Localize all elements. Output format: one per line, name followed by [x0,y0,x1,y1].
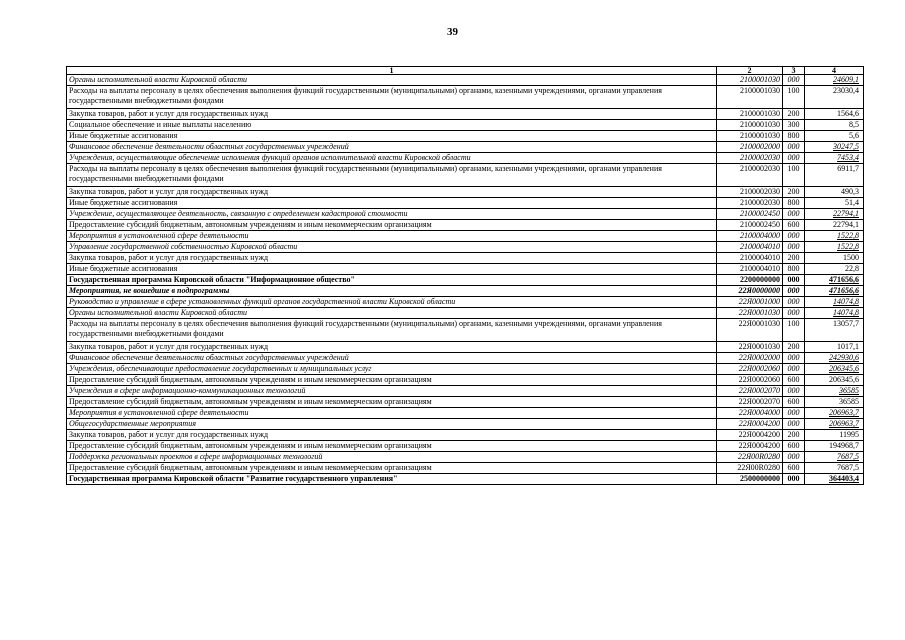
row-sum: 1564,6 [805,109,864,120]
row-code: 22Я0001000 [717,297,783,308]
row-sum: 471656,6 [805,275,864,286]
row-code: 2100001030 [717,109,783,120]
row-name: Расходы на выплаты персоналу в целях обеспечения выполнения функций государственными (муниципальными) органами, казенными учреждениями, органами управления государственными внебюджетными фондами [67,319,717,342]
row-name: Закупка товаров, работ и услуг для государственных нужд [67,109,717,120]
row-kvr: 000 [783,242,805,253]
row-kvr: 000 [783,419,805,430]
row-kvr: 000 [783,275,805,286]
table-row [67,142,864,153]
row-name: Иные бюджетные ассигнования [67,198,717,209]
row-name: Предоставление субсидий бюджетным, автономным учреждениям и иным некоммерческим организациям [67,220,717,231]
header-col-3: 3 [783,67,805,75]
row-name: Органы исполнительной власти Кировской области [67,75,717,86]
row-name: Учреждения в сфере информационно-коммуникационных технологий [67,386,717,397]
table-row [67,109,864,120]
row-kvr: 600 [783,375,805,386]
row-sum: 194968,7 [805,441,864,452]
row-sum: 14074,8 [805,308,864,319]
row-name: Финансовое обеспечение деятельности областных государственных учреждений [67,142,717,153]
row-code: 22Я0004200 [717,441,783,452]
row-code: 2100002450 [717,220,783,231]
row-kvr: 000 [783,297,805,308]
row-code: 22Я0001030 [717,342,783,353]
row-kvr: 000 [783,364,805,375]
row-name: Учреждения, обеспечивающие предоставление государственных и муниципальных услуг [67,364,717,375]
row-sum: 30247,5 [805,142,864,153]
row-kvr: 600 [783,397,805,408]
row-kvr: 600 [783,220,805,231]
row-sum: 1500 [805,253,864,264]
row-code: 22Я0001030 [717,319,783,342]
table-row [67,86,864,109]
table-row [67,308,864,319]
row-kvr: 100 [783,164,805,187]
row-code: 2100002030 [717,164,783,187]
row-kvr: 000 [783,386,805,397]
row-sum: 36585 [805,397,864,408]
row-sum: 6911,7 [805,164,864,187]
row-sum: 11995 [805,430,864,441]
row-code: 2100004000 [717,231,783,242]
row-name: Управление государственной собственностью Кировской области [67,242,717,253]
table-row [67,463,864,474]
row-sum: 471656,6 [805,286,864,297]
row-name: Учреждение, осуществляющее деятельность, связанную с определением кадастровой стоимости [67,209,717,220]
row-kvr: 000 [783,452,805,463]
row-sum: 22794,1 [805,220,864,231]
row-sum: 364403,4 [805,474,864,485]
row-code: 2100002450 [717,209,783,220]
row-sum: 206963,7 [805,419,864,430]
row-sum: 1017,1 [805,342,864,353]
row-name: Мероприятия в установленной сфере деятельности [67,408,717,419]
row-code: 2100002030 [717,198,783,209]
row-code: 22Я0004200 [717,430,783,441]
table-row [67,419,864,430]
row-sum: 206345,6 [805,364,864,375]
row-name: Предоставление субсидий бюджетным, автономным учреждениям и иным некоммерческим организациям [67,375,717,386]
table-row [67,275,864,286]
table-row [67,386,864,397]
row-kvr: 000 [783,286,805,297]
row-name: Общегосударственные мероприятия [67,419,717,430]
row-code: 2100001030 [717,131,783,142]
header-col-1: 1 [67,67,717,75]
row-sum: 490,3 [805,187,864,198]
table-row [67,75,864,86]
row-name: Руководство и управление в сфере установленных функций органов государственной власти Кировской области [67,297,717,308]
row-sum: 22,8 [805,264,864,275]
row-sum: 1522,8 [805,231,864,242]
row-sum: 13057,7 [805,319,864,342]
row-name: Расходы на выплаты персоналу в целях обеспечения выполнения функций государственными (муниципальными) органами, казенными учреждениями, органами управления государственными внебюджетными фондами [67,86,717,109]
row-name: Предоставление субсидий бюджетным, автономным учреждениям и иным некоммерческим организациям [67,463,717,474]
row-code: 22Я0001030 [717,308,783,319]
row-sum: 7687,5 [805,452,864,463]
row-name: Иные бюджетные ассигнования [67,264,717,275]
row-sum: 8,5 [805,120,864,131]
row-code: 22Я00R0280 [717,452,783,463]
row-code: 2100004010 [717,242,783,253]
row-code: 2100002000 [717,142,783,153]
row-code: 2100001030 [717,75,783,86]
row-sum: 242930,6 [805,353,864,364]
table-row [67,153,864,164]
table-row [67,164,864,187]
row-name: Государственная программа Кировской области "Информационное общество" [67,275,717,286]
row-name: Финансовое обеспечение деятельности областных государственных учреждений [67,353,717,364]
row-kvr: 200 [783,430,805,441]
row-kvr: 000 [783,231,805,242]
row-kvr: 000 [783,353,805,364]
row-kvr: 000 [783,75,805,86]
row-sum: 14074,8 [805,297,864,308]
row-name: Предоставление субсидий бюджетным, автономным учреждениям и иным некоммерческим организациям [67,397,717,408]
table-row [67,408,864,419]
row-code: 22Я0002060 [717,375,783,386]
row-sum: 51,4 [805,198,864,209]
table-row [67,286,864,297]
row-kvr: 000 [783,153,805,164]
table-row [67,474,864,485]
table-row [67,319,864,342]
header-col-2: 2 [717,67,783,75]
row-code: 22Я0000000 [717,286,783,297]
row-kvr: 200 [783,253,805,264]
row-name: Мероприятия в установленной сфере деятельности [67,231,717,242]
row-sum: 36585 [805,386,864,397]
row-name: Учреждения, осуществляющие обеспечение исполнения функций органов исполнительной власти Кировской области [67,153,717,164]
row-kvr: 300 [783,120,805,131]
row-name: Государственная программа Кировской области "Развитие государственного управления" [67,474,717,485]
table-row [67,452,864,463]
row-name: Предоставление субсидий бюджетным, автономным учреждениям и иным некоммерческим организациям [67,441,717,452]
table-row [67,198,864,209]
row-code: 2100004010 [717,264,783,275]
table-row [67,209,864,220]
table-row [67,430,864,441]
row-kvr: 600 [783,441,805,452]
row-kvr: 100 [783,86,805,109]
table-row [67,242,864,253]
row-name: Поддержка региональных проектов в сфере информационных технологий [67,452,717,463]
row-code: 2100002030 [717,153,783,164]
row-name: Органы исполнительной власти Кировской области [67,308,717,319]
table-row [67,120,864,131]
row-name: Закупка товаров, работ и услуг для государственных нужд [67,253,717,264]
row-code: 2100002030 [717,187,783,198]
row-code: 22Я0002070 [717,397,783,408]
row-kvr: 000 [783,209,805,220]
row-sum: 23030,4 [805,86,864,109]
page-number: 39 [447,26,458,38]
header-col-4: 4 [805,67,864,75]
row-code: 22Я0004000 [717,408,783,419]
row-kvr: 000 [783,142,805,153]
table-row [67,131,864,142]
table-header-row [67,67,864,75]
table-row [67,264,864,275]
table-row [67,297,864,308]
row-name: Мероприятия, не вошедшие в подпрограммы [67,286,717,297]
row-code: 22Я0004200 [717,419,783,430]
table-row [67,364,864,375]
row-sum: 5,6 [805,131,864,142]
row-name: Иные бюджетные ассигнования [67,131,717,142]
row-code: 22Я0002060 [717,364,783,375]
table-row [67,187,864,198]
row-code: 22Я00R0280 [717,463,783,474]
row-kvr: 800 [783,198,805,209]
row-kvr: 200 [783,109,805,120]
row-kvr: 800 [783,131,805,142]
row-code: 22Я0002070 [717,386,783,397]
row-kvr: 000 [783,408,805,419]
budget-table [66,66,864,485]
table-row [67,220,864,231]
row-code: 2200000000 [717,275,783,286]
table-row [67,397,864,408]
row-sum: 7453,4 [805,153,864,164]
row-sum: 7687,5 [805,463,864,474]
table-row [67,353,864,364]
row-code: 22Я0002000 [717,353,783,364]
table-row [67,231,864,242]
row-kvr: 600 [783,463,805,474]
row-code: 2100004010 [717,253,783,264]
row-name: Расходы на выплаты персоналу в целях обеспечения выполнения функций государственными (муниципальными) органами, казенными учреждениями, органами управления государственными внебюджетными фондами [67,164,717,187]
table-row [67,441,864,452]
table-row [67,375,864,386]
row-kvr: 200 [783,187,805,198]
row-name: Социальное обеспечение и иные выплаты населению [67,120,717,131]
row-name: Закупка товаров, работ и услуг для государственных нужд [67,430,717,441]
table-row [67,342,864,353]
row-name: Закупка товаров, работ и услуг для государственных нужд [67,342,717,353]
row-kvr: 000 [783,308,805,319]
row-code: 2100001030 [717,86,783,109]
row-sum: 24609,1 [805,75,864,86]
row-code: 2100001030 [717,120,783,131]
row-kvr: 100 [783,319,805,342]
row-sum: 206345,6 [805,375,864,386]
row-sum: 1522,8 [805,242,864,253]
table-row [67,253,864,264]
row-kvr: 000 [783,474,805,485]
row-code: 2500000000 [717,474,783,485]
row-name: Закупка товаров, работ и услуг для государственных нужд [67,187,717,198]
row-kvr: 200 [783,342,805,353]
row-sum: 22794,1 [805,209,864,220]
row-sum: 206963,7 [805,408,864,419]
row-kvr: 800 [783,264,805,275]
